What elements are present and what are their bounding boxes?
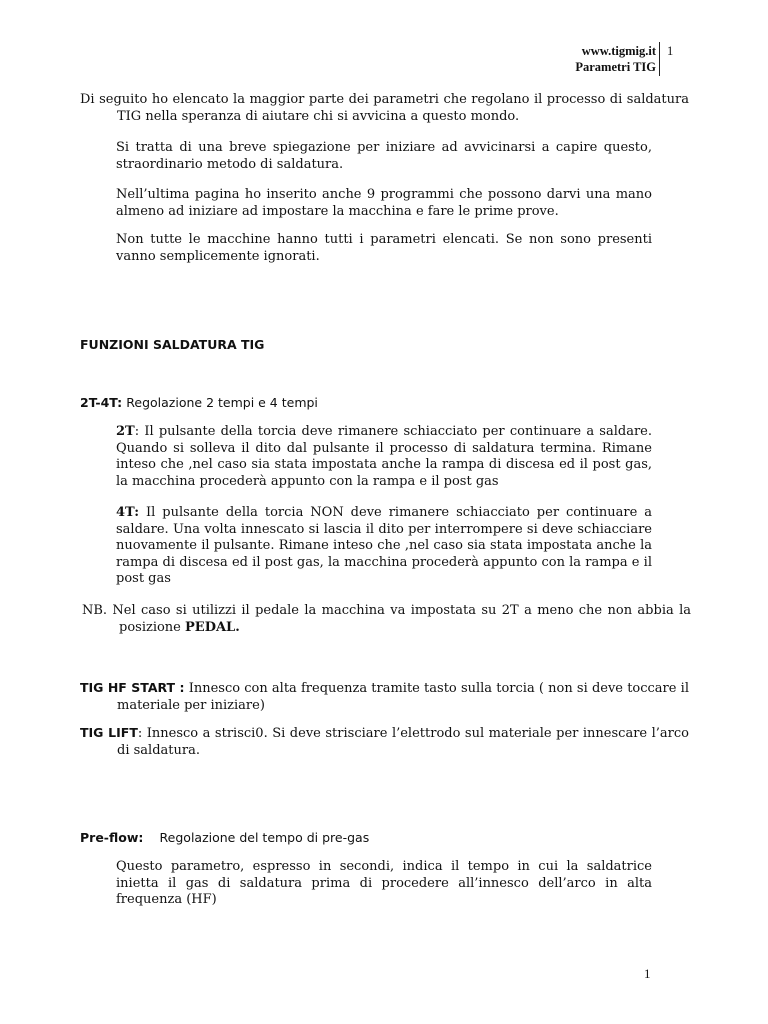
t24-desc: Regolazione 2 tempi e 4 tempi: [126, 395, 318, 410]
nb-bold: PEDAL.: [185, 619, 240, 635]
header-title: Parametri TIG: [575, 60, 656, 74]
page-header: [575, 43, 656, 75]
t2-paragraph: [116, 424, 652, 490]
intro-paragraph-3: Nell’ultima pagina ho inserito anche 9 programmi che possono darvi una mano almeno ad iniziare ad impostare la macchina e fare le prime prove.: [116, 187, 652, 219]
nb-text: NB. Nel caso si utilizzi il pedale la macchina va impostata su 2T a meno che non abbia la posizione: [82, 603, 691, 635]
intro-paragraph-4: Non tutte le macchine hanno tutti i parametri elencati. Se non sono presenti vanno semplicemente ignorati.: [116, 232, 652, 264]
t4-paragraph: [116, 505, 652, 588]
t4-text: Il pulsante della torcia NON deve rimanere schiacciato per continuare a saldare. Una volta innescato si lascia il dito per interrompere si deve schiacciare nuovamente il pulsante. Rimane inteso che ,nel caso sia stata impostata anche la rampa di discesa ed il post gas, la macchina procederà appunto con la rampa e il post gas: [116, 505, 652, 586]
lift-paragraph: [80, 725, 689, 759]
preflow-label: Pre-flow:: [80, 830, 144, 845]
preflow-desc: Regolazione del tempo di pre-gas: [159, 830, 370, 845]
header-divider: [659, 42, 660, 76]
preflow-paragraph: Questo parametro, espresso in secondi, indica il tempo in cui la saldatrice inietta il gas di saldatura prima di procedere all’innesco dell’arco in alta frequenza (HF): [116, 859, 652, 907]
hf-paragraph: [80, 680, 689, 714]
lift-text: : Innesco a strisci0. Si deve strisciare l’elettrodo sul materiale per innescare l’arco di saldatura.: [117, 726, 689, 758]
intro-paragraph-1: Di seguito ho elencato la maggior parte dei parametri che regolano il processo di saldatura TIG nella speranza di aiutare chi si avvicina a questo mondo.: [80, 92, 689, 124]
header-page-number: 1: [667, 44, 674, 58]
hf-label: TIG HF START :: [80, 680, 185, 695]
t2-text: : Il pulsante della torcia deve rimanere schiacciato per continuare a saldare. Quando si solleva il dito dal pulsante il processo di saldatura termina. Rimane inteso che ,nel caso sia stata impostata anche la rampa di discesa ed il post gas, la macchina procederà appunto con la rampa e il post gas: [116, 424, 652, 489]
hf-text: Innesco con alta frequenza tramite tasto sulla torcia ( non si deve toccare il materiale per iniziare): [117, 681, 689, 713]
intro-paragraph-2: Si tratta di una breve spiegazione per iniziare ad avvicinarsi a capire questo, straordinario metodo di saldatura.: [116, 140, 652, 172]
section-title: FUNZIONI SALDATURA TIG: [80, 337, 265, 352]
preflow-heading: [80, 830, 652, 848]
t24-heading: [80, 395, 652, 413]
t2-label: 2T: [116, 424, 135, 439]
t4-label: 4T:: [116, 505, 140, 520]
nb-paragraph: [82, 603, 691, 636]
lift-label: TIG LIFT: [80, 725, 138, 740]
footer-page-number: 1: [644, 966, 651, 981]
t24-label: 2T-4T:: [80, 395, 123, 410]
header-site: www.tigmig.it: [581, 44, 656, 58]
